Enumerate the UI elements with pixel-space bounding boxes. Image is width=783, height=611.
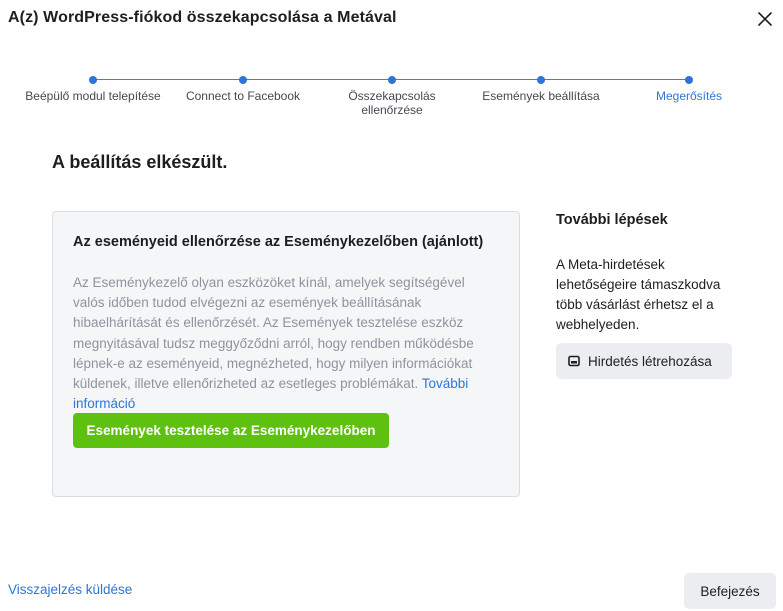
- step-label: Beépülő modul telepítése: [25, 89, 161, 103]
- close-icon: [758, 12, 772, 26]
- test-events-button[interactable]: Események tesztelése az Eseménykezelőben: [73, 413, 389, 448]
- step-install-plugin: [13, 72, 173, 103]
- next-steps-text: A Meta-hirdetések lehetőségeire támaszkodva több vásárlást érhetsz el a webhelyeden.: [556, 257, 721, 332]
- dialog-title: A(z) WordPress-fiókod összekapcsolása a Metával: [8, 9, 397, 26]
- finish-button[interactable]: Befejezés: [684, 573, 776, 609]
- step-confirmation: [609, 72, 769, 103]
- ad-icon: [568, 355, 580, 367]
- more-info-link[interactable]: További információ: [73, 376, 469, 412]
- step-label: Események beállítása: [482, 89, 600, 103]
- step-label: Megerősítés: [655, 89, 723, 103]
- page-title: A beállítás elkészült.: [52, 152, 228, 172]
- step-dot: [388, 76, 396, 84]
- step-dot: [89, 76, 97, 84]
- step-label: Összekapcsolás ellenőrzése: [348, 89, 436, 117]
- step-connect-facebook: [163, 72, 323, 103]
- progress-stepper: [0, 72, 783, 122]
- close-button[interactable]: [754, 8, 776, 30]
- step-dot: [537, 76, 545, 84]
- next-steps-title: További lépések: [556, 212, 668, 228]
- card-description: [73, 273, 498, 414]
- step-label: Connect to Facebook: [185, 89, 301, 103]
- card-description-text: Az Eseménykezelő olyan eszközöket kínál, amelyek segítségével valós időben tudod elvégezni az események beállításának hibaelhárítását és ellenőrzését. Az Események tesztelése eszköz megnyitásával tudsz meggyőződni arról, hogy rendben működésbe lépnek-e az eseményeid, megnézheted, hogy milyen információkat küldenek, illetve ellenőrizheted az esetleges problémákat.: [73, 275, 474, 392]
- step-verify-connection: [312, 72, 472, 117]
- create-ad-label: Hirdetés létrehozása: [588, 353, 712, 369]
- step-event-setup: [461, 72, 621, 103]
- card-title: Az eseményeid ellenőrzése az Eseménykezelőben (ajánlott): [73, 234, 484, 250]
- send-feedback-link[interactable]: Visszajelzés küldése: [8, 582, 133, 597]
- events-manager-card: [52, 211, 520, 497]
- step-dot: [685, 76, 693, 84]
- create-ad-button[interactable]: [556, 343, 732, 379]
- step-dot: [239, 76, 247, 84]
